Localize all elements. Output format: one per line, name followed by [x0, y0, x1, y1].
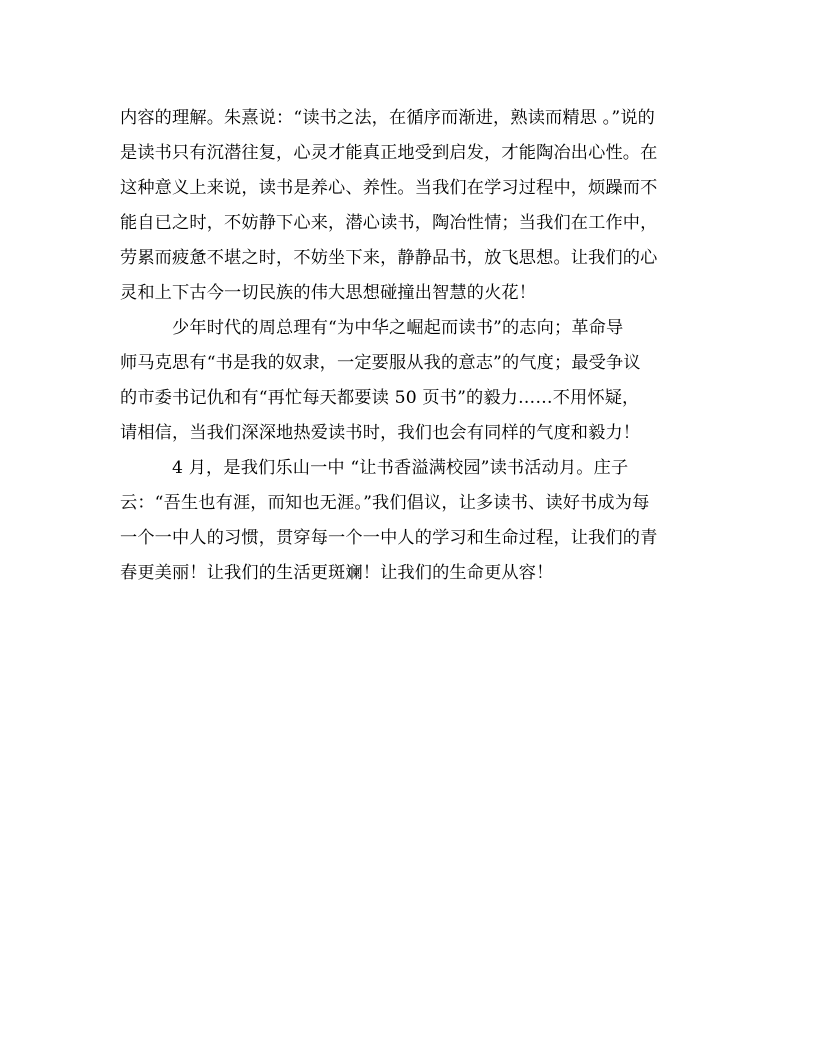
text-line: 能自已之时，不妨静下心来，潜心读书，陶冶性情；当我们在工作中，: [120, 213, 658, 233]
text-line: 灵和上下古今一切民族的伟大思想碰撞出智慧的火花！: [120, 283, 537, 303]
text-line: 是读书只有沉潜往复，心灵才能真正地受到启发，才能陶冶出心性。在: [120, 143, 658, 163]
text-line: 少年时代的周总理有“为中华之崛起而读书”的志向；革命导: [120, 318, 624, 338]
text-line: 4 月，是我们乐山一中 “让书香溢满校园”读书活动月。庄子: [120, 458, 629, 478]
text-line: 一个一中人的习惯，贯穿每一个一中人的学习和生命过程，让我们的青: [120, 528, 658, 548]
text-line: 的市委书记仇和有“再忙每天都要读 50 页书”的毅力……不用怀疑，: [120, 388, 640, 408]
text-line: 云：“吾生也有涯，而知也无涯。”我们倡议，让多读书、读好书成为每: [120, 493, 650, 513]
text-line: 内容的理解。朱熹说：“读书之法，在循序而渐进，熟读而精思 。”说的: [120, 108, 656, 128]
text-line: 师马克思有“书是我的奴隶，一定要服从我的意志”的气度；最受争议: [120, 353, 641, 373]
text-line: 劳累而疲惫不堪之时，不妨坐下来，静静品书，放飞思想。让我们的心: [120, 248, 658, 268]
text-line: 春更美丽！让我们的生活更斑斓！让我们的生命更从容！: [120, 563, 554, 583]
text-line: 这种意义上来说，读书是养心、养性。当我们在学习过程中，烦躁而不: [120, 178, 658, 198]
body-text: [120, 101, 698, 591]
text-line: 请相信，当我们深深地热爱读书时，我们也会有同样的气度和毅力！: [120, 423, 641, 443]
